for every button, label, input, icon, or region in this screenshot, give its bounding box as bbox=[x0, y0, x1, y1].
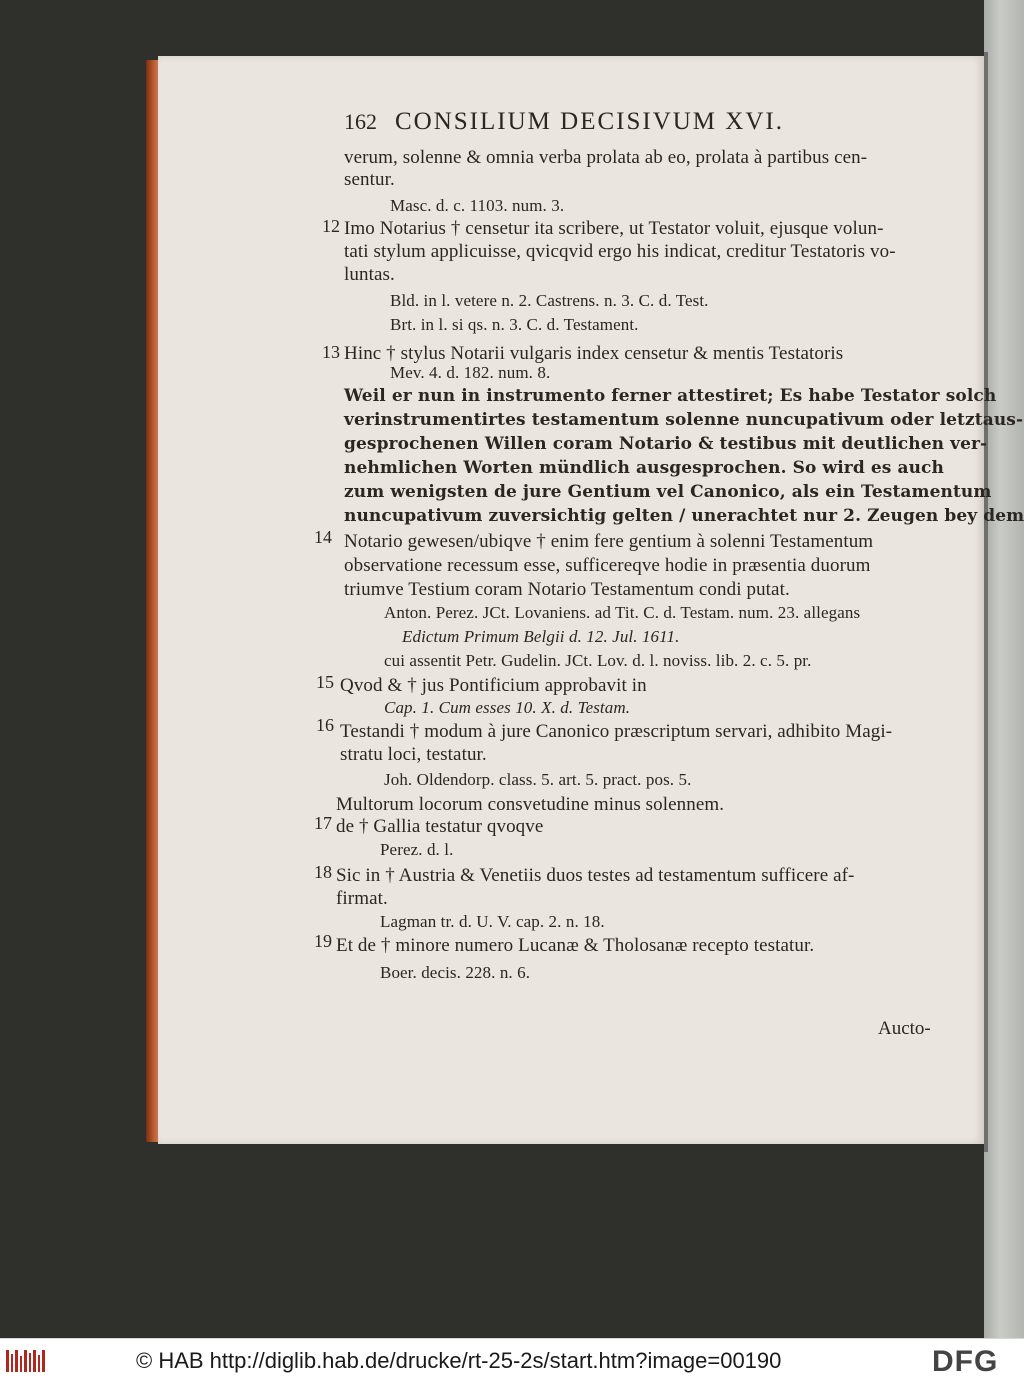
text-line: de † Gallia testatur qvoqve bbox=[336, 816, 544, 837]
citation-line: Anton. Perez. JCt. Lovaniens. ad Tit. C. d. Testam. num. 23. allegans bbox=[384, 603, 861, 622]
margin-number: 13 bbox=[322, 342, 340, 362]
text-line: Hinc † stylus Notarii vulgaris index censetur & mentis Testatoris bbox=[344, 343, 844, 364]
text-line: luntas. bbox=[344, 264, 395, 285]
citation-line: Cap. 1. Cum esses 10. X. d. Testam. bbox=[384, 698, 631, 717]
text-line: observatione recessum esse, sufficereqve hodie in præsentia duorum bbox=[344, 555, 871, 576]
text-line: Qvod & † jus Pontificium approbavit in bbox=[340, 675, 647, 696]
fraktur-line: gesprochenen Willen coram Notario & testibus mit deutlichen ver- bbox=[344, 434, 988, 454]
page-gutter-shadow bbox=[984, 52, 988, 1152]
fraktur-line: verinstrumentirtes testamentum solenne nuncupativum oder letztaus- bbox=[344, 410, 1024, 430]
text-line: sentur. bbox=[344, 169, 395, 190]
catchword: Aucto- bbox=[878, 1018, 931, 1039]
margin-number: 15 bbox=[316, 672, 334, 692]
citation-line: Lagman tr. d. U. V. cap. 2. n. 18. bbox=[380, 912, 605, 931]
citation-line: Masc. d. c. 1103. num. 3. bbox=[390, 196, 565, 215]
text-line: Et de † minore numero Lucanæ & Tholosanæ recepto testatur. bbox=[336, 935, 815, 956]
page-number: 162 bbox=[344, 109, 377, 134]
text-line: Multorum locorum consvetudine minus solennem. bbox=[336, 794, 725, 815]
copyright-url-text: © HAB http://diglib.hab.de/drucke/rt-25-2s/start.htm?image=00190 bbox=[136, 1348, 782, 1373]
text-line: Sic in † Austria & Venetiis duos testes ad testamentum sufficere af- bbox=[336, 865, 855, 886]
margin-number: 16 bbox=[316, 715, 334, 735]
page-header-title: CONSILIUM DECISIVUM XVI. bbox=[395, 108, 784, 135]
citation-line: Boer. decis. 228. n. 6. bbox=[380, 963, 531, 982]
margin-number: 17 bbox=[314, 813, 332, 833]
margin-number: 14 bbox=[314, 527, 332, 547]
text-line: Notario gewesen/ubiqve † enim fere gentium à solenni Testamentum bbox=[344, 531, 874, 552]
fraktur-line: zum wenigsten de jure Gentium vel Canonico, als ein Testamentum bbox=[344, 482, 992, 502]
fraktur-line: nuncupativum zuversichtig gelten / unerachtet nur 2. Zeugen bey dem bbox=[344, 506, 1024, 526]
text-line: Imo Notarius † censetur ita scribere, ut Testator voluit, ejusque volun- bbox=[344, 218, 884, 239]
text-line: firmat. bbox=[336, 888, 388, 909]
running-head bbox=[344, 108, 784, 136]
text-line: tati stylum applicuisse, qvicqvid ergo his indicat, creditur Testatoris vo- bbox=[344, 241, 896, 262]
text-line: verum, solenne & omnia verba prolata ab eo, prolata à partibus cen- bbox=[344, 147, 868, 168]
citation-line: Edictum Primum Belgii d. 12. Jul. 1611. bbox=[402, 627, 680, 646]
dfg-logo: DFG bbox=[932, 1345, 999, 1378]
margin-number: 12 bbox=[322, 216, 340, 236]
fraktur-line: nehmlichen Worten mündlich ausgesprochen. So wird es auch bbox=[344, 458, 944, 478]
citation-line: Bld. in l. vetere n. 2. Castrens. n. 3. C. d. Test. bbox=[390, 291, 709, 310]
text-line: triumve Testium coram Notario Testamentum condi putat. bbox=[344, 579, 790, 600]
text-line: Testandi † modum à jure Canonico præscriptum servari, adhibito Magi- bbox=[340, 721, 893, 742]
citation-line: Mev. 4. d. 182. num. 8. bbox=[390, 363, 551, 382]
citation-line: cui assentit Petr. Gudelin. JCt. Lov. d. l. noviss. lib. 2. c. 5. pr. bbox=[384, 651, 812, 670]
citation-line: Joh. Oldendorp. class. 5. art. 5. pract. pos. 5. bbox=[384, 770, 692, 789]
citation-line: Perez. d. l. bbox=[380, 840, 454, 859]
citation-line: Brt. in l. si qs. n. 3. C. d. Testament. bbox=[390, 315, 639, 334]
text-line: stratu loci, testatur. bbox=[340, 744, 487, 765]
fraktur-line: Weil er nun in instrumento ferner attestiret; Es habe Testator solch bbox=[344, 386, 997, 406]
next-page-edge bbox=[984, 0, 1024, 1338]
hab-barcode-logo bbox=[6, 1348, 48, 1374]
footer-bar bbox=[0, 1338, 1024, 1381]
margin-number: 18 bbox=[314, 862, 332, 882]
margin-number: 19 bbox=[314, 931, 332, 951]
